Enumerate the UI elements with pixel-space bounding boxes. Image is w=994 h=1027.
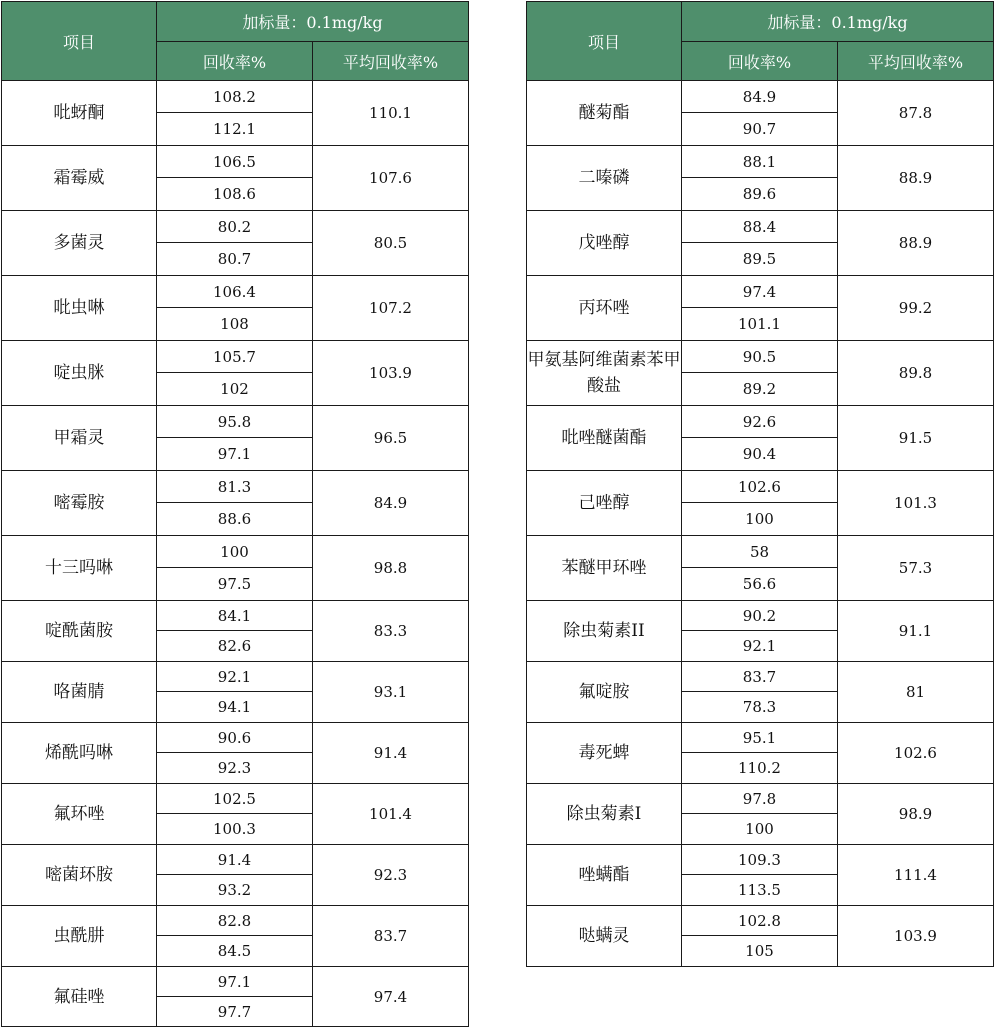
recovery-value-2: 92.1 <box>682 631 838 662</box>
recovery-value-1: 102.5 <box>157 784 313 814</box>
recovery-value-2: 105 <box>682 936 838 967</box>
table-row <box>2 146 469 178</box>
compound-name: 嘧菌环胺 <box>2 845 157 906</box>
average-recovery-value: 98.8 <box>313 536 469 601</box>
table-row <box>2 601 469 631</box>
average-recovery-value: 99.2 <box>838 276 994 341</box>
compound-name: 戊唑醇 <box>527 211 682 276</box>
average-recovery-value: 103.9 <box>838 906 994 967</box>
recovery-value-2: 94.1 <box>157 692 313 723</box>
recovery-value-1: 91.4 <box>157 845 313 875</box>
average-recovery-value: 84.9 <box>313 471 469 536</box>
compound-name: 吡蚜酮 <box>2 81 157 146</box>
header-avg-recovery: 平均回收率% <box>313 42 469 81</box>
average-recovery-value: 92.3 <box>313 845 469 906</box>
average-recovery-value: 91.1 <box>838 601 994 662</box>
recovery-value-2: 108.6 <box>157 178 313 211</box>
average-recovery-value: 101.3 <box>838 471 994 536</box>
recovery-value-2: 56.6 <box>682 568 838 601</box>
compound-name: 除虫菊素II <box>527 601 682 662</box>
compound-name: 十三吗啉 <box>2 536 157 601</box>
compound-name: 醚菊酯 <box>527 81 682 146</box>
table-row <box>2 906 469 936</box>
compound-name: 唑螨酯 <box>527 845 682 906</box>
compound-name: 多菌灵 <box>2 211 157 276</box>
compound-name: 霜霉威 <box>2 146 157 211</box>
average-recovery-value: 57.3 <box>838 536 994 601</box>
compound-name: 苯醚甲环唑 <box>527 536 682 601</box>
compound-name: 甲霜灵 <box>2 406 157 471</box>
recovery-value-2: 112.1 <box>157 113 313 146</box>
compound-name: 啶酰菌胺 <box>2 601 157 662</box>
average-recovery-value: 102.6 <box>838 723 994 784</box>
recovery-value-2: 101.1 <box>682 308 838 341</box>
header-recovery: 回收率% <box>682 42 838 81</box>
average-recovery-value: 89.8 <box>838 341 994 406</box>
recovery-value-1: 80.2 <box>157 211 313 243</box>
average-recovery-value: 107.6 <box>313 146 469 211</box>
header-item: 项目 <box>2 2 157 81</box>
header-spike: 加标量：0.1mg/kg <box>682 2 994 42</box>
compound-name: 氟硅唑 <box>2 967 157 1027</box>
recovery-value-2: 84.5 <box>157 936 313 967</box>
compound-name: 丙环唑 <box>527 276 682 341</box>
recovery-value-1: 106.4 <box>157 276 313 308</box>
recovery-value-1: 95.1 <box>682 723 838 753</box>
recovery-value-1: 100 <box>157 536 313 568</box>
recovery-value-2: 108 <box>157 308 313 341</box>
table-row <box>527 471 994 503</box>
recovery-value-2: 89.2 <box>682 373 838 406</box>
table-row <box>527 211 994 243</box>
compound-name: 己唑醇 <box>527 471 682 536</box>
table-row <box>527 601 994 631</box>
table-row <box>2 536 469 568</box>
average-recovery-value: 107.2 <box>313 276 469 341</box>
header-recovery: 回收率% <box>157 42 313 81</box>
average-recovery-value: 103.9 <box>313 341 469 406</box>
average-recovery-value: 97.4 <box>313 967 469 1027</box>
table-row <box>2 276 469 308</box>
table-row <box>527 341 994 373</box>
header-spike: 加标量：0.1mg/kg <box>157 2 469 42</box>
compound-name: 甲氨基阿维菌素苯甲酸盐 <box>527 341 682 406</box>
recovery-value-1: 90.6 <box>157 723 313 753</box>
recovery-value-2: 78.3 <box>682 692 838 723</box>
average-recovery-value: 91.5 <box>838 406 994 471</box>
table-row <box>527 276 994 308</box>
average-recovery-value: 93.1 <box>313 662 469 723</box>
table-row <box>2 81 469 113</box>
average-recovery-value: 81 <box>838 662 994 723</box>
table-row <box>527 845 994 875</box>
average-recovery-value: 110.1 <box>313 81 469 146</box>
table-row <box>2 406 469 438</box>
recovery-table-right <box>526 1 994 967</box>
recovery-value-1: 88.1 <box>682 146 838 178</box>
recovery-value-1: 83.7 <box>682 662 838 692</box>
compound-name: 吡唑醚菌酯 <box>527 406 682 471</box>
average-recovery-value: 80.5 <box>313 211 469 276</box>
table-row <box>527 723 994 753</box>
recovery-value-2: 88.6 <box>157 503 313 536</box>
compound-name: 咯菌腈 <box>2 662 157 723</box>
average-recovery-value: 98.9 <box>838 784 994 845</box>
header-item: 项目 <box>527 2 682 81</box>
compound-name: 哒螨灵 <box>527 906 682 967</box>
compound-name: 氟环唑 <box>2 784 157 845</box>
recovery-value-1: 108.2 <box>157 81 313 113</box>
recovery-value-2: 82.6 <box>157 631 313 662</box>
table-body-right <box>527 81 994 967</box>
recovery-value-1: 92.1 <box>157 662 313 692</box>
table-row <box>527 906 994 936</box>
compound-name: 烯酰吗啉 <box>2 723 157 784</box>
average-recovery-value: 101.4 <box>313 784 469 845</box>
average-recovery-value: 83.7 <box>313 906 469 967</box>
table-row <box>2 723 469 753</box>
compound-name: 除虫菊素I <box>527 784 682 845</box>
recovery-value-1: 102.6 <box>682 471 838 503</box>
recovery-value-2: 100 <box>682 503 838 536</box>
recovery-value-2: 100 <box>682 814 838 845</box>
recovery-value-2: 92.3 <box>157 753 313 784</box>
recovery-value-1: 88.4 <box>682 211 838 243</box>
table-row <box>2 845 469 875</box>
recovery-value-1: 84.9 <box>682 81 838 113</box>
table-row <box>527 662 994 692</box>
recovery-value-1: 109.3 <box>682 845 838 875</box>
average-recovery-value: 88.9 <box>838 146 994 211</box>
table-row <box>2 967 469 997</box>
recovery-value-1: 82.8 <box>157 906 313 936</box>
compound-name: 吡虫啉 <box>2 276 157 341</box>
compound-name: 氟啶胺 <box>527 662 682 723</box>
table-row <box>527 784 994 814</box>
compound-name: 毒死蜱 <box>527 723 682 784</box>
recovery-value-1: 84.1 <box>157 601 313 631</box>
recovery-value-2: 93.2 <box>157 875 313 906</box>
recovery-value-1: 92.6 <box>682 406 838 438</box>
average-recovery-value: 96.5 <box>313 406 469 471</box>
recovery-value-2: 89.5 <box>682 243 838 276</box>
recovery-value-2: 113.5 <box>682 875 838 906</box>
header-avg-recovery: 平均回收率% <box>838 42 994 81</box>
recovery-value-1: 97.1 <box>157 967 313 997</box>
table-row <box>527 146 994 178</box>
average-recovery-value: 83.3 <box>313 601 469 662</box>
recovery-value-2: 97.5 <box>157 568 313 601</box>
recovery-value-1: 106.5 <box>157 146 313 178</box>
compound-name: 嘧霉胺 <box>2 471 157 536</box>
recovery-value-1: 97.4 <box>682 276 838 308</box>
table-row <box>2 341 469 373</box>
recovery-value-2: 97.7 <box>157 997 313 1027</box>
compound-name: 啶虫脒 <box>2 341 157 406</box>
recovery-value-1: 58 <box>682 536 838 568</box>
recovery-value-1: 102.8 <box>682 906 838 936</box>
table-row <box>2 211 469 243</box>
recovery-value-2: 110.2 <box>682 753 838 784</box>
recovery-value-1: 90.2 <box>682 601 838 631</box>
average-recovery-value: 88.9 <box>838 211 994 276</box>
table-row <box>2 662 469 692</box>
average-recovery-value: 111.4 <box>838 845 994 906</box>
compound-name: 二嗪磷 <box>527 146 682 211</box>
recovery-value-1: 90.5 <box>682 341 838 373</box>
recovery-value-1: 95.8 <box>157 406 313 438</box>
recovery-value-2: 80.7 <box>157 243 313 276</box>
recovery-value-2: 90.7 <box>682 113 838 146</box>
recovery-value-1: 97.8 <box>682 784 838 814</box>
table-row <box>527 536 994 568</box>
table-row <box>2 471 469 503</box>
table-row <box>2 784 469 814</box>
table-row <box>527 406 994 438</box>
average-recovery-value: 87.8 <box>838 81 994 146</box>
recovery-value-2: 100.3 <box>157 814 313 845</box>
table-body-left <box>2 81 469 1027</box>
recovery-value-1: 81.3 <box>157 471 313 503</box>
recovery-value-1: 105.7 <box>157 341 313 373</box>
recovery-value-2: 102 <box>157 373 313 406</box>
recovery-value-2: 97.1 <box>157 438 313 471</box>
recovery-table-left <box>1 1 469 1027</box>
table-row <box>527 81 994 113</box>
recovery-value-2: 90.4 <box>682 438 838 471</box>
compound-name: 虫酰肼 <box>2 906 157 967</box>
recovery-value-2: 89.6 <box>682 178 838 211</box>
average-recovery-value: 91.4 <box>313 723 469 784</box>
